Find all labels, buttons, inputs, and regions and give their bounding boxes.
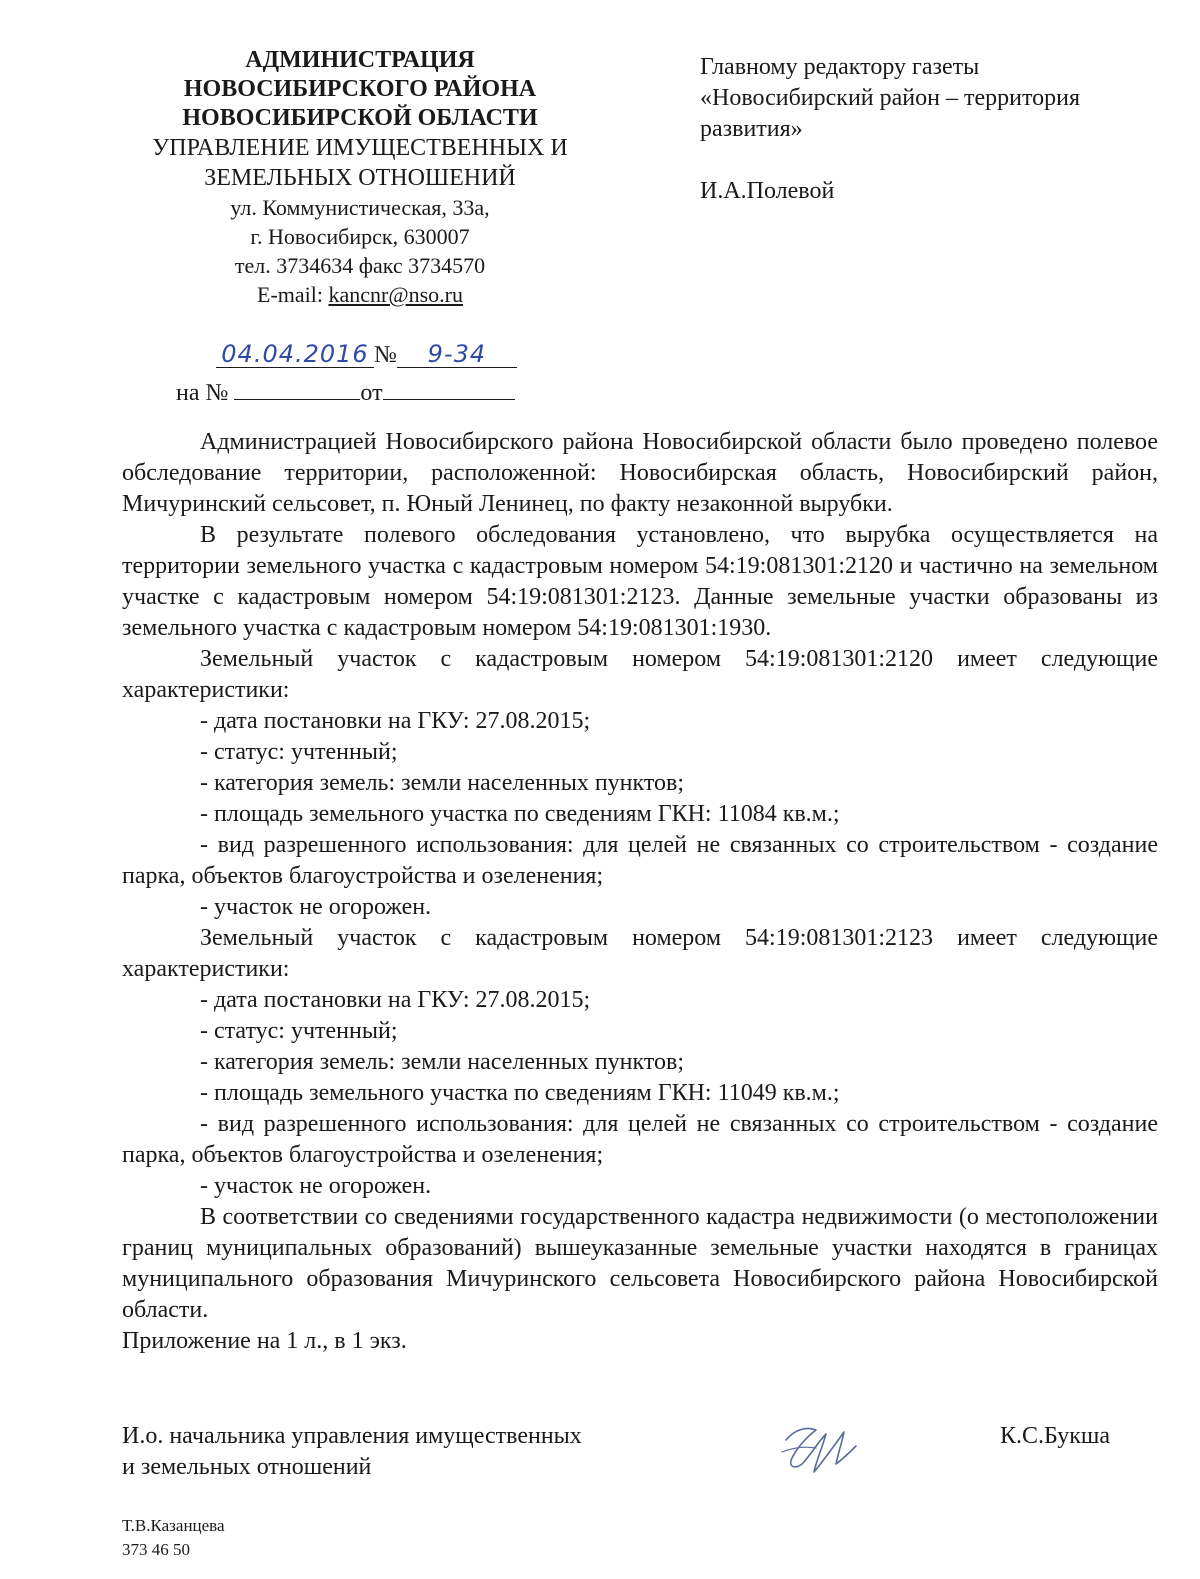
addressee-line: «Новосибирский район – территория bbox=[700, 85, 1081, 111]
department-name-line: УПРАВЛЕНИЕ ИМУЩЕСТВЕННЫХ И bbox=[152, 135, 568, 161]
list-item: - статус: учтенный; bbox=[200, 739, 398, 765]
list-item: - площадь земельного участка по сведениям ГКН: 11049 кв.м.; bbox=[200, 1080, 840, 1106]
reference-number-blank bbox=[234, 375, 360, 400]
paragraph-plot-2120: Земельный участок с кадастровым номером 54:19:081301:2120 имеет следующие характеристики: bbox=[122, 646, 1158, 703]
executor-phone: 373 46 50 bbox=[122, 1540, 190, 1559]
attachment-note: Приложение на 1 л., в 1 экз. bbox=[122, 1328, 407, 1354]
paragraph-findings: В результате полевого обследования установлено, что вырубка осуществляется на территории земельного участка с кадастровым номером 54:19:081301:2120 и частично на земельном участке с кадастровым номером 54:19:081301:2123. Данные земельные участки образованы из земельного участка с кадастровым номером 54:19:081301:1930. bbox=[122, 522, 1158, 641]
handwritten-signature bbox=[772, 1412, 862, 1482]
outgoing-number: 9-34 bbox=[397, 341, 517, 368]
org-name-line: НОВОСИБИРСКОЙ ОБЛАСТИ bbox=[182, 105, 538, 131]
recipient-name: И.А.Полевой bbox=[700, 178, 835, 204]
list-item: - статус: учтенный; bbox=[200, 1018, 398, 1044]
signatory-name: К.С.Букша bbox=[1000, 1423, 1110, 1449]
reference-date-blank bbox=[383, 375, 515, 400]
department-name-line: ЗЕМЕЛЬНЫХ ОТНОШЕНИЙ bbox=[204, 165, 516, 191]
reference-from-label: от bbox=[360, 380, 383, 406]
email-label: E-mail: bbox=[257, 282, 329, 307]
paragraph-cadastre: В соответствии со сведениями государственного кадастра недвижимости (о местоположении границ муниципальных образований) вышеуказанные земельные участки находятся в границах муниципального образования Мичуринского сельсовета Новосибирского района Новосибирской области. bbox=[122, 1204, 1158, 1323]
list-item: - участок не огорожен. bbox=[200, 1173, 432, 1199]
email-line bbox=[110, 280, 610, 309]
incoming-reference bbox=[176, 375, 515, 408]
outgoing-date: 04.04.2016 bbox=[216, 341, 374, 368]
addressee-line: Главному редактору газеты bbox=[700, 54, 980, 80]
paragraph-plot-2123: Земельный участок с кадастровым номером 54:19:081301:2123 имеет следующие характеристики: bbox=[122, 925, 1158, 982]
phone-fax: тел. 3734634 факс 3734570 bbox=[234, 253, 486, 278]
outgoing-registration bbox=[216, 340, 517, 370]
org-name-line: АДМИНИСТРАЦИЯ bbox=[245, 47, 475, 73]
number-sign: № bbox=[374, 342, 397, 368]
signatory-position bbox=[122, 1421, 682, 1483]
address-city: г. Новосибирск, 630007 bbox=[250, 224, 470, 249]
addressee-block bbox=[700, 52, 1160, 207]
list-item: - вид разрешенного использования: для целей не связанных со строительством - создание парка, объектов благоустройства и озеленения; bbox=[122, 1111, 1158, 1168]
list-item: - участок не огорожен. bbox=[200, 894, 432, 920]
letterhead bbox=[110, 46, 610, 309]
list-item: - категория земель: земли населенных пунктов; bbox=[200, 1049, 685, 1075]
position-line: И.о. начальника управления имущественных bbox=[122, 1423, 582, 1449]
list-item: - площадь земельного участка по сведениям ГКН: 11084 кв.м.; bbox=[200, 801, 840, 827]
letter-body bbox=[122, 427, 1158, 1357]
address-street: ул. Коммунистическая, 33а, bbox=[230, 195, 490, 220]
position-line: и земельных отношений bbox=[122, 1454, 372, 1480]
list-item: - категория земель: земли населенных пунктов; bbox=[200, 770, 685, 796]
executor-name: Т.В.Казанцева bbox=[122, 1516, 225, 1535]
list-item: - дата постановки на ГКУ: 27.08.2015; bbox=[200, 708, 591, 734]
paragraph-inspection: Администрацией Новосибирского района Новосибирской области было проведено полевое обследование территории, расположенной: Новосибирская область, Новосибирский район, Мичуринский сельсовет, п. Юный Ленинец, по факту незаконной вырубки. bbox=[122, 429, 1158, 517]
list-item: - вид разрешенного использования: для целей не связанных со строительством - создание парка, объектов благоустройства и озеленения; bbox=[122, 832, 1158, 889]
executor-block bbox=[122, 1514, 225, 1562]
email-link[interactable]: kancnr@nso.ru bbox=[328, 282, 463, 307]
list-item: - дата постановки на ГКУ: 27.08.2015; bbox=[200, 987, 591, 1013]
org-name-line: НОВОСИБИРСКОГО РАЙОНА bbox=[183, 76, 537, 102]
addressee-line: развития» bbox=[700, 116, 803, 142]
reference-prefix: на № bbox=[176, 380, 229, 406]
